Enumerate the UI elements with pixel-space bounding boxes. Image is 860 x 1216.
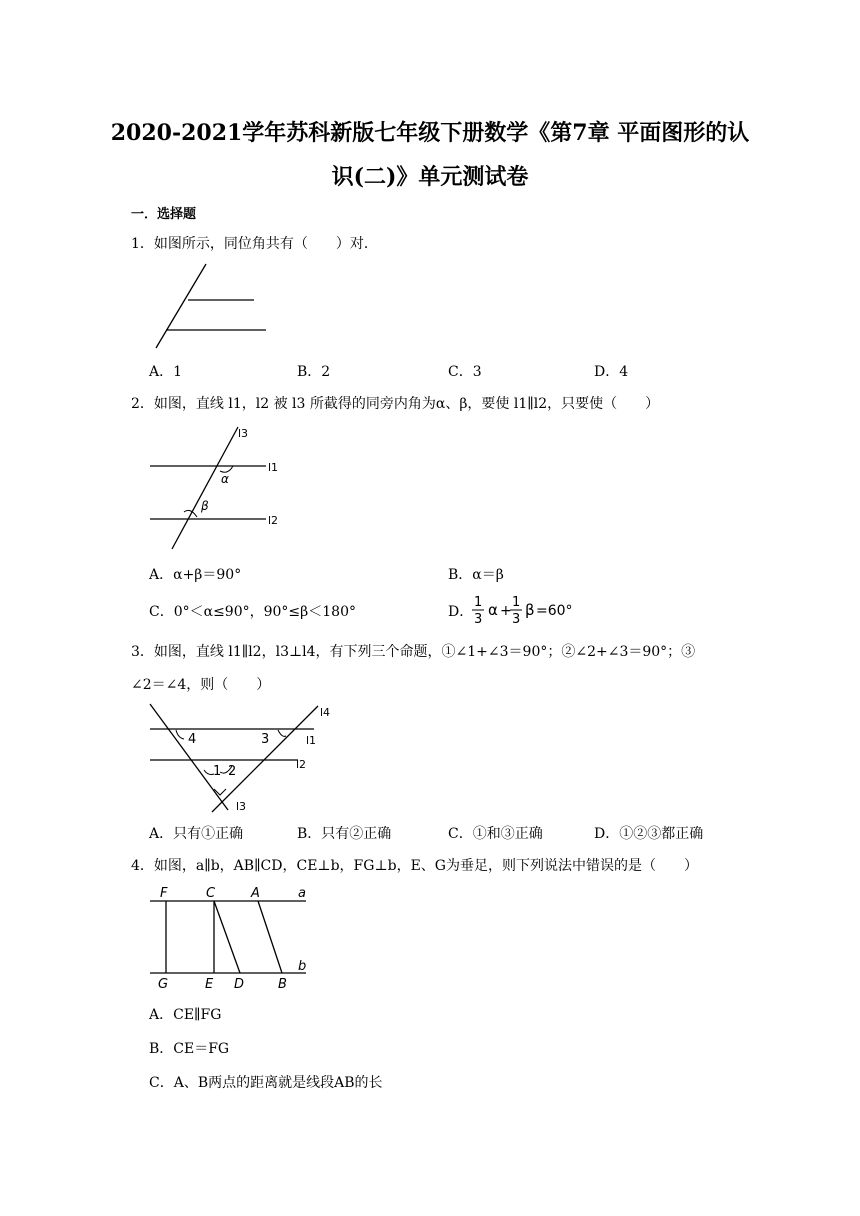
q3-label-l4: l4 [320, 706, 331, 719]
q2-option-d[interactable]: D． [448, 604, 474, 620]
q4-label-E: E [205, 977, 214, 992]
q3-option-d[interactable]: D．①②③都正确 [594, 826, 704, 842]
q4-label-b: b [298, 959, 307, 974]
q4-label-F: F [160, 886, 168, 901]
q4-label-B: B [278, 977, 287, 992]
q3-label-4: 4 [188, 732, 197, 747]
q3-label-l1: l1 [306, 734, 317, 747]
q3-label-l2: l2 [296, 758, 307, 771]
q3-label-l3: l3 [236, 800, 247, 813]
q4-label-G: G [158, 977, 169, 992]
page-title-line1: 2020-2021学年苏科新版七年级下册数学《第7章 平面图形的认 [110, 120, 750, 146]
svg-text:+: + [500, 603, 512, 619]
question-4-text: 4．如图，a∥b，AB∥CD，CE⊥b，FG⊥b，E、G为垂足，则下列说法中错误的是（ ） [131, 858, 698, 874]
q2-option-b[interactable]: B．α＝β [448, 567, 504, 583]
q4-label-C: C [206, 886, 216, 901]
q4-option-c[interactable]: C．A、B两点的距离就是线段AB的长 [149, 1075, 383, 1091]
svg-text:1: 1 [512, 595, 521, 610]
q3-option-c[interactable]: C．①和③正确 [448, 826, 543, 842]
q4-label-A: A [251, 886, 260, 901]
svg-text:3: 3 [512, 612, 521, 627]
q4-option-a[interactable]: A．CE∥FG [149, 1007, 222, 1023]
q3-label-2: 2 [228, 764, 237, 779]
question-3-text-line2: ∠2＝∠4，则（ ） [131, 677, 271, 693]
q3-option-a[interactable]: A．只有①正确 [149, 826, 244, 842]
q2-label-l1: l1 [268, 461, 279, 474]
q2-label-alpha: α [221, 472, 229, 486]
svg-text:=60°: =60° [536, 603, 573, 619]
svg-text:α: α [488, 601, 498, 619]
page-title-line2: 识(二)》单元测试卷 [331, 164, 529, 190]
q4-option-b[interactable]: B．CE＝FG [149, 1041, 230, 1057]
q4-label-D: D [234, 977, 245, 992]
section-heading: 一．选择题 [131, 207, 197, 222]
question-2-text: 2．如图，直线 l1，l2 被 l3 所截得的同旁内角为α、β，要使 l1∥l2，只要使（ ） [131, 396, 660, 412]
q2-label-l3: l3 [238, 427, 249, 440]
question-4-figure [148, 884, 318, 994]
q2-label-l2: l2 [268, 514, 279, 527]
q4-label-a: a [298, 886, 306, 901]
svg-text:1: 1 [474, 595, 483, 610]
question-3-text-line1: 3．如图，直线 l1∥l2，l3⊥l4，有下列三个命题，①∠1+∠3＝90°；②∠2+∠3＝90°；③ [131, 644, 696, 660]
question-3-figure [148, 700, 338, 815]
q2-option-d-formula [472, 592, 584, 628]
q3-option-b[interactable]: B．只有②正确 [297, 826, 392, 842]
q1-option-b[interactable]: B．2 [297, 364, 331, 380]
q1-option-d[interactable]: D．4 [594, 364, 629, 380]
question-1-text: 1．如图所示，同位角共有（ ）对． [131, 236, 378, 252]
q3-label-3: 3 [261, 732, 270, 747]
q3-label-1: 1 [213, 764, 222, 779]
question-2-figure [148, 423, 288, 553]
question-1-figure [148, 262, 268, 352]
q1-option-a[interactable]: A．1 [149, 364, 183, 380]
q2-option-a[interactable]: A．α+β＝90° [149, 567, 242, 583]
svg-text:3: 3 [474, 612, 483, 627]
q1-option-c[interactable]: C．3 [448, 364, 482, 380]
svg-text:β: β [525, 601, 535, 619]
q2-option-c[interactable]: C．0°＜α≤90°，90°≤β＜180° [149, 604, 356, 620]
q2-label-beta: β [201, 499, 209, 513]
